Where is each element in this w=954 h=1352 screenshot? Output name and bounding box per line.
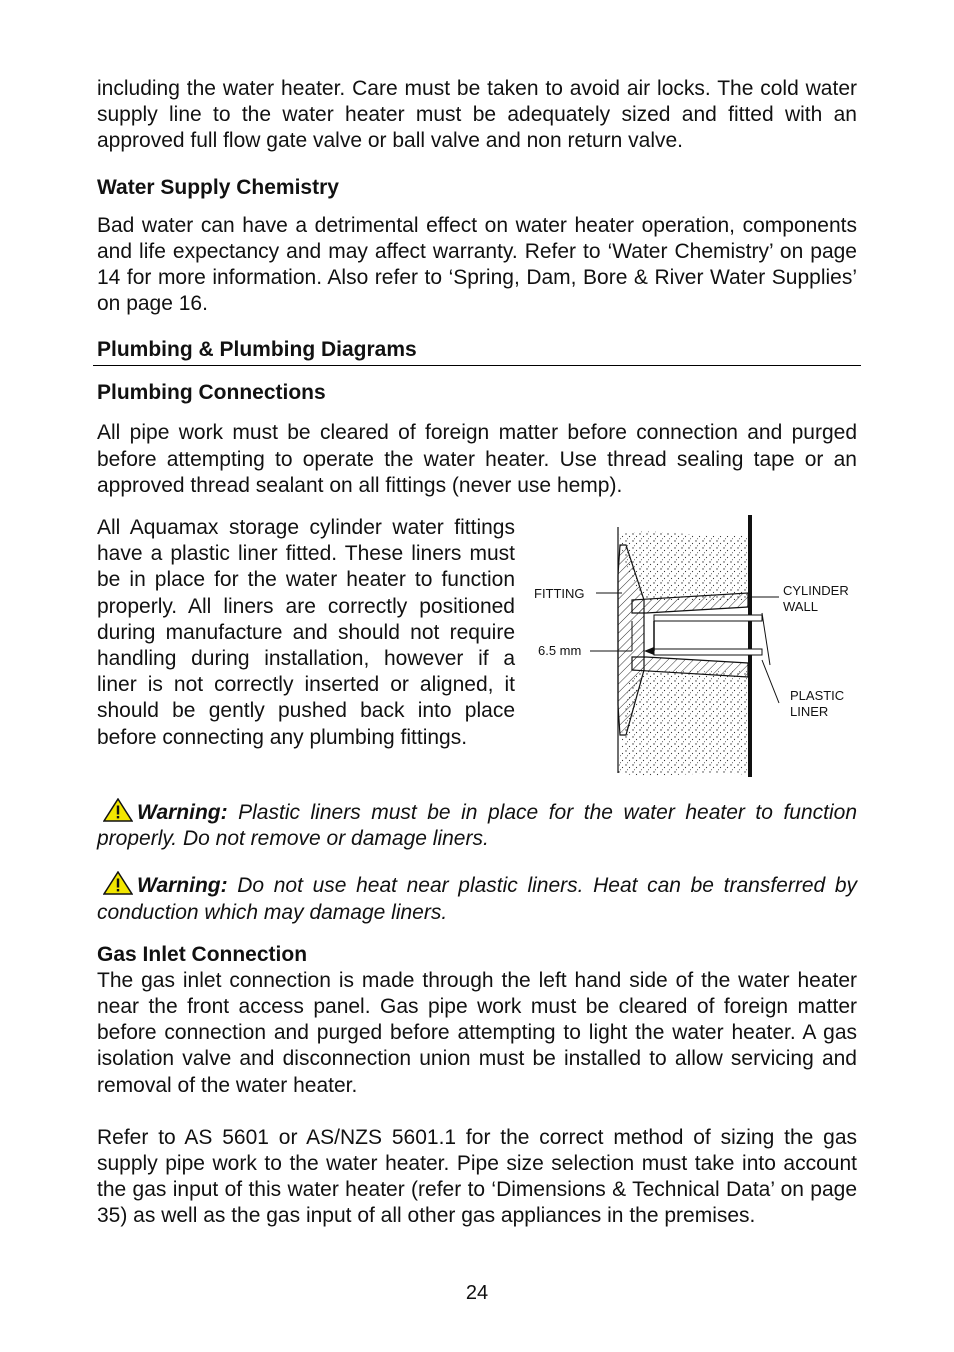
liner-end (762, 613, 770, 665)
gas-inlet-body-2: Refer to AS 5601 or AS/NZS 5601.1 for the correct method of sizing the gas supply pipe work to the water heater. Pipe size selection must take into account the gas input of this water heater (refer to ‘Dimensions & Technical Data’ on page 35) as well as the gas input of all other gas appliances in the premises. (97, 1125, 857, 1228)
label-liner-2: LINER (790, 704, 829, 720)
cylinder-wall (748, 515, 752, 777)
gas-inlet-body-1: The gas inlet connection is made through the left hand side of the water heater near the front access panel. Gas pipe work must be cleared of foreign matter before connection and purged before attempting to light the water heater. A gas isolation valve and disconnection union must be installed to allow servicing and removal of the water heater. (97, 968, 857, 1097)
label-gap: 6.5 mm (538, 643, 582, 659)
plumbing-connections-heading: Plumbing Connections (97, 381, 326, 405)
warning-1-label: Warning: (137, 801, 228, 825)
liner-paragraph: All Aquamax storage cylinder water fittings have a plastic liner fitted. These liners must be in place for the water heater to function properly. All liners are correctly positioned during manufacture and should not require handling during installation, however if a liner is not correctly inserted or aligned, it should be gently pushed back into place before connecting any plumbing fittings. (97, 516, 515, 749)
gap-arrow (644, 647, 654, 655)
warning-1 (97, 798, 857, 852)
warning-icon (103, 798, 133, 822)
plastic-liner-bottom (654, 649, 762, 655)
plumbing-connections-body: All pipe work must be cleared of foreign matter before connection and purged before attempting to operate the water heater. Use thread sealing tape or an approved thread sealant on all fittings (never use hemp). (97, 421, 857, 497)
label-fitting: FITTING (534, 586, 585, 602)
page-number: 24 (465, 1282, 489, 1304)
label-liner-1: PLASTIC (790, 688, 845, 704)
warning-icon (103, 871, 133, 895)
warning-2-label: Warning: (137, 874, 228, 898)
label-cylinder-1: CYLINDER (783, 583, 849, 599)
warning-1-text: Plastic liners must be in place for the water heater to function properly. Do not remove or damage liners. (97, 801, 857, 851)
page-content (97, 76, 857, 1230)
intro-paragraph: including the water heater. Care must be taken to avoid air locks. The cold water supply line to the water heater must be adequately sized and fitted with an approved full flow gate valve or ball valve and non return valve. (97, 77, 857, 153)
warning-2-text: Do not use heat near plastic liners. Heat can be transferred by conduction which may damage liners. (97, 874, 857, 924)
plastic-liner-top (654, 615, 762, 621)
gas-inlet-heading: Gas Inlet Connection (97, 942, 308, 966)
water-chemistry-body: Bad water can have a detrimental effect on water heater operation, components and life expectancy and may affect warranty. Refer to ‘Water Chemistry’ on page 14 for more information. Also refer to ‘Spring, Dam, Bore & River Water Supplies’ on page 16. (97, 213, 857, 316)
liner-diagram (534, 505, 864, 785)
liner-leader (762, 660, 779, 703)
liner-section (97, 515, 857, 790)
warning-2 (97, 871, 857, 925)
water-chemistry-heading: Water Supply Chemistry (97, 175, 339, 199)
section-heading: Plumbing & Plumbing Diagrams (93, 337, 861, 366)
label-cylinder-2: WALL (783, 599, 818, 615)
